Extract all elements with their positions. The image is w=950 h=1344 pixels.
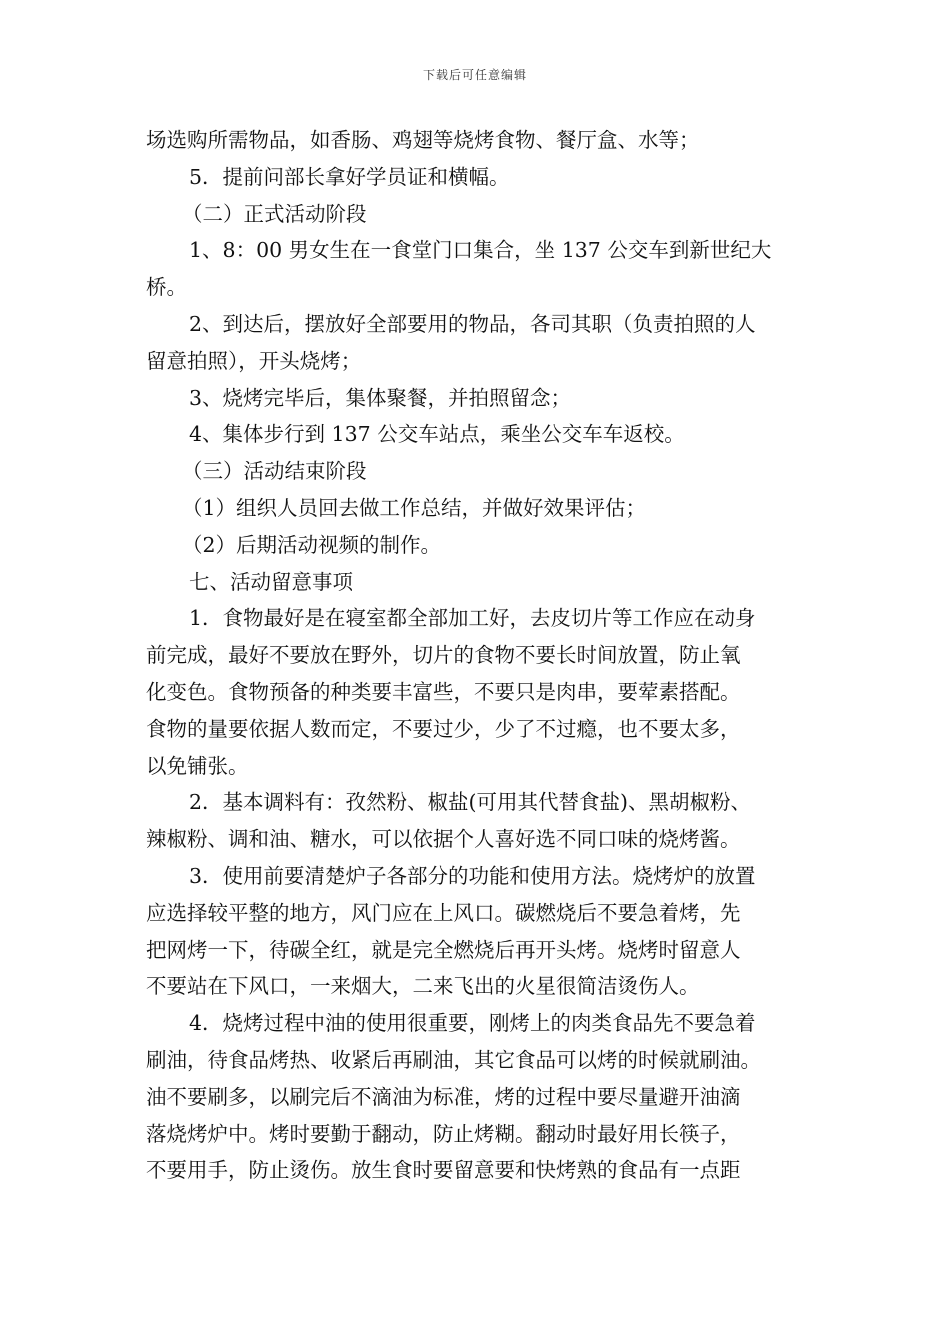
text-line: 3．使用前要清楚炉子各部分的功能和使用方法。烧烤炉的放置 xyxy=(189,863,756,888)
document-body xyxy=(146,122,836,1189)
text-line: 把网烤一下，待碳全红，就是完全燃烧后再开头烤。烧烤时留意人 xyxy=(146,937,741,962)
text-line: 不要站在下风口，一来烟大，二来飞出的火星很简洁烫伤人。 xyxy=(146,974,700,999)
text-line: 1．食物最好是在寝室都全部加工好，去皮切片等工作应在动身 xyxy=(189,606,756,631)
text-line: 场选购所需物品，如香肠、鸡翅等烧烤食物、餐厅盒、水等； xyxy=(146,128,700,152)
text-line: 2、到达后，摆放好全部要用的物品，各司其职（负责拍照的人 xyxy=(189,311,756,336)
text-line: 应选择较平整的地方，风门应在上风口。碳燃烧后不要急着烤，先 xyxy=(146,900,741,925)
text-line: 3、烧烤完毕后，集体聚餐，并拍照留念； xyxy=(189,385,572,410)
section-heading: （三）活动结束阶段 xyxy=(182,459,367,484)
text-line: 化变色。食物预备的种类要丰富些，不要只是肉串，要荤素搭配。 xyxy=(146,679,741,704)
text-line: 4、集体步行到 137 公交车站点，乘坐公交车车返校。 xyxy=(189,422,685,447)
text-line: 刷油，待食品烤热、收紧后再刷油，其它食品可以烤的时候就刷油。 xyxy=(146,1047,761,1072)
text-line: 油不要刷多，以刷完后不滴油为标准，烤的过程中要尽量避开油滴 xyxy=(146,1084,741,1109)
page-header: 下载后可任意编辑 xyxy=(422,68,527,82)
text-line: 以免铺张。 xyxy=(146,753,249,778)
text-line: 留意拍照），开头烧烤； xyxy=(146,348,362,373)
text-line: （2）后期活动视频的制作。 xyxy=(182,532,442,557)
section-heading: 七、活动留意事项 xyxy=(189,569,353,594)
text-line: 前完成，最好不要放在野外，切片的食物不要长时间放置，防止氧 xyxy=(146,643,741,668)
section-heading: （二）正式活动阶段 xyxy=(182,201,367,226)
text-line: 食物的量要依据人数而定，不要过少，少了不过瘾，也不要太多， xyxy=(146,716,741,741)
text-line: 辣椒粉、调和油、糖水，可以依据个人喜好选不同口味的烧烤酱。 xyxy=(146,827,741,852)
text-line: 落烧烤炉中。烤时要勤于翻动，防止烤糊。翻动时最好用长筷子， xyxy=(146,1121,741,1146)
text-line: 5．提前问部长拿好学员证和横幅。 xyxy=(189,164,510,189)
text-line: 桥。 xyxy=(146,275,187,300)
text-line: 1、8：00 男女生在一食堂门口集合，坐 137 公交车到新世纪大 xyxy=(189,238,772,263)
text-line: 不要用手，防止烫伤。放生食时要留意要和快烤熟的食品有一点距 xyxy=(146,1158,741,1183)
text-line: （1）组织人员回去做工作总结，并做好效果评估； xyxy=(182,495,647,520)
text-line: 4．烧烤过程中油的使用很重要，刚烤上的肉类食品先不要急着 xyxy=(189,1011,756,1036)
text-line: 2．基本调料有：孜然粉、椒盐(可用其代替食盐)、黑胡椒粉、 xyxy=(189,790,752,815)
